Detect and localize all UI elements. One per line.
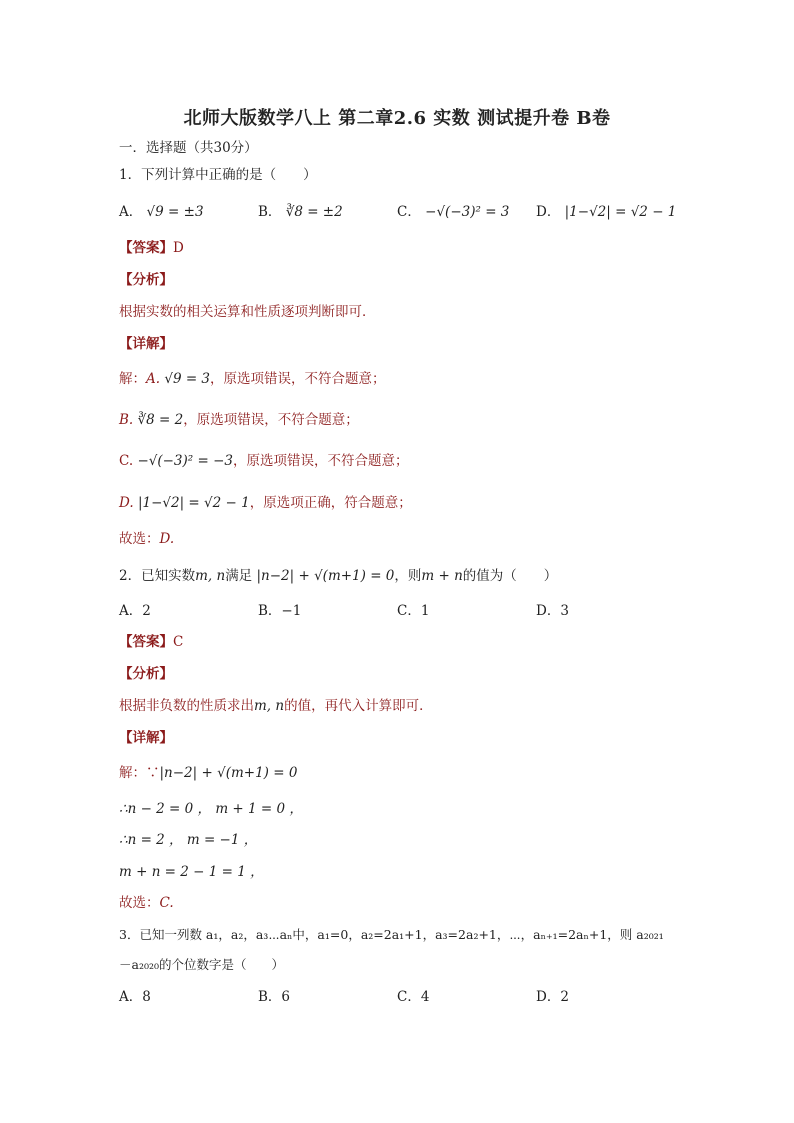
q1-detail-c: C. −√(−3)² = −3，原选项错误，不符合题意； (119, 453, 409, 469)
q1-choice: 故选：D. (119, 531, 175, 547)
section-heading: 一．选择题（共30分） (119, 140, 258, 156)
q2-choice: 故选：C. (119, 895, 174, 911)
q3-option-c: C．4 (397, 989, 430, 1005)
q1-detail-a: 解：A. √9 = 3，原选项错误，不符合题意； (119, 371, 386, 387)
q1-option-d-expr: |1−√2| = √2 − 1 (564, 204, 677, 220)
q1-option-b: B． ∛8 = ±2 (258, 204, 343, 220)
q2-detail-3: ∴n = 2 ， m = −1 ， (119, 832, 258, 848)
q2-detail-4: m + n = 2 − 1 = 1 ， (119, 864, 264, 880)
q2-option-a: A．2 (119, 603, 151, 619)
q1-stem: 1．下列计算中正确的是（ ） (119, 167, 317, 183)
page-title: 北师大版数学八上 第二章2.6 实数 测试提升卷 B卷 (183, 108, 611, 129)
q2-detail-tag: 【详解】 (119, 730, 173, 746)
q2-option-b: B．−1 (258, 603, 302, 619)
q1-detail-b: B. ∛8 = 2，原选项错误，不符合题意； (119, 412, 359, 428)
q3-option-d: D．2 (536, 989, 569, 1005)
q2-answer: 【答案】C (119, 634, 184, 650)
q2-analysis: 根据非负数的性质求出m, n的值，再代入计算即可． (119, 698, 433, 714)
q1-option-a: A． √9 = ±3 (119, 204, 204, 220)
q2-option-c: C．1 (397, 603, 430, 619)
q1-option-c-expr: −√(−3)² = 3 (425, 204, 510, 220)
q1-analysis-tag: 【分析】 (119, 272, 173, 288)
q1-option-c: C． −√(−3)² = 3 (397, 204, 510, 220)
q1-answer: 【答案】D (119, 240, 184, 256)
q2-stem: 2．已知实数m, n满足 |n−2| + √(m+1) = 0，则m + n的值为（ ） (119, 568, 558, 584)
q1-detail-d: D. |1−√2| = √2 − 1，原选项正确，符合题意； (119, 495, 412, 511)
q1-option-a-expr: √9 = ±3 (146, 204, 204, 220)
q2-detail-1: 解：∵|n−2| + √(m+1) = 0 (119, 765, 298, 781)
q3-stem-line2: －a₂₀₂₀的个位数字是（ ） (119, 957, 284, 972)
q2-analysis-tag: 【分析】 (119, 666, 173, 682)
q1-analysis: 根据实数的相关运算和性质逐项判断即可． (119, 304, 376, 320)
q1-option-d: D． |1−√2| = √2 − 1 (536, 204, 677, 220)
q3-option-b: B．6 (258, 989, 291, 1005)
q2-detail-2: ∴n − 2 = 0 ， m + 1 = 0 ， (119, 801, 303, 817)
q3-stem-line1: 3．已知一列数 a₁，a₂，a₃⋯aₙ中，a₁=0，a₂=2a₁+1，a₃=2a₂+1，⋯，aₙ₊₁=2aₙ+1，则 a₂₀₂₁ (119, 927, 664, 942)
q1-option-b-expr: ∛8 = ±2 (285, 204, 343, 220)
q3-option-a: A．8 (119, 989, 151, 1005)
q2-option-d: D．3 (536, 603, 569, 619)
q1-detail-tag: 【详解】 (119, 336, 173, 352)
